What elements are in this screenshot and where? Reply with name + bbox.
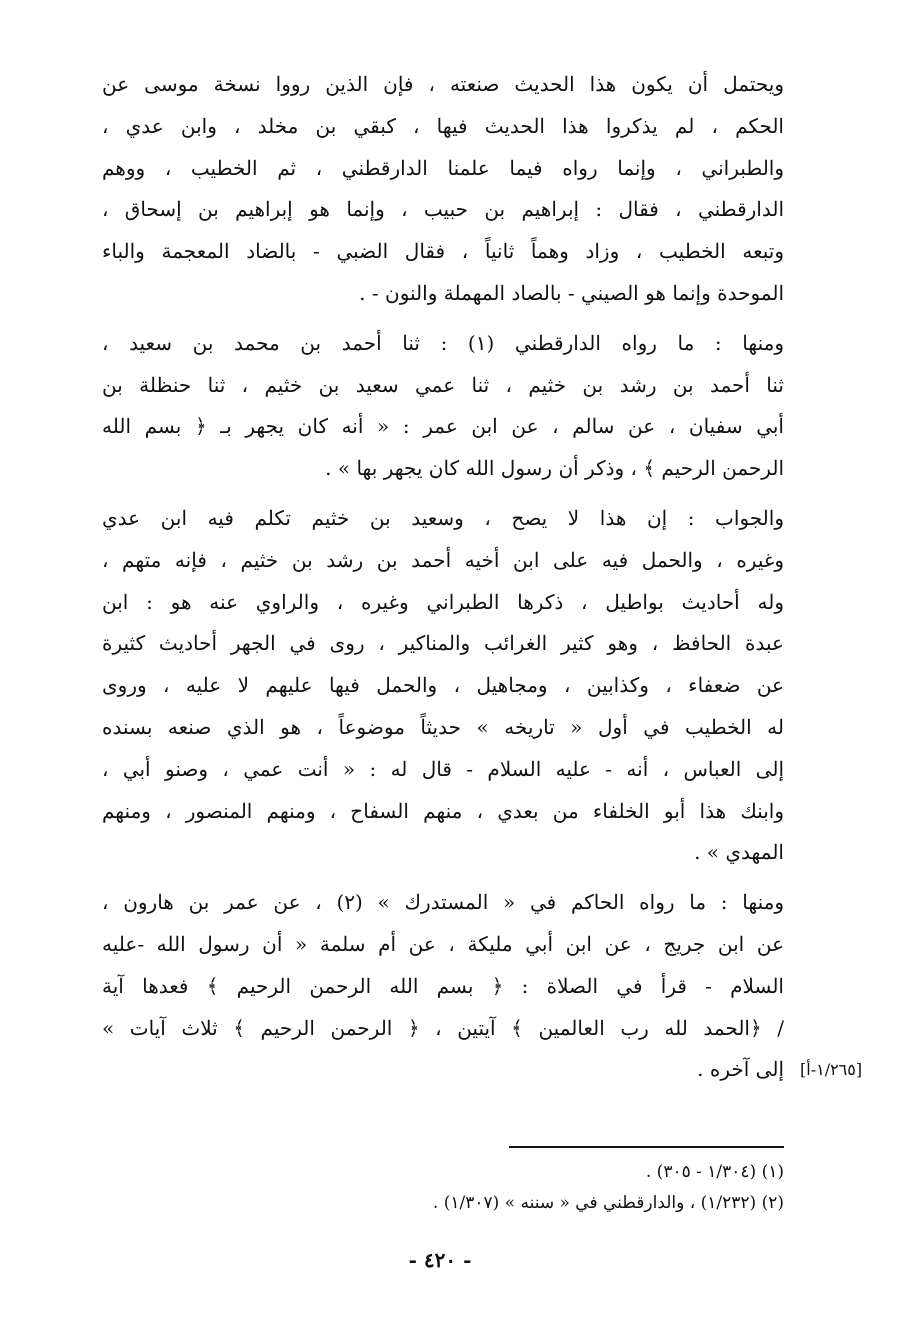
main-text bbox=[102, 64, 784, 1091]
text-line: وتبعه الخطيب ، وزاد وهماً ثانياً ، فقال الضبي - بالضاد المعجمة والباء bbox=[102, 239, 784, 264]
text-line: عبدة الحافظ ، وهو كثير الغرائب والمناكير ، روى في الجهر أحاديث كثيرة bbox=[102, 631, 784, 656]
paragraph-3 bbox=[102, 498, 784, 874]
text-line: الحكم ، لم يذكروا هذا الحديث فيها ، كبقي بن مخلد ، وابن عدي ، bbox=[102, 113, 784, 138]
text-line: وله أحاديث بواطيل ، ذكرها الطبراني وغيره ، والراوي عنه هو : ابن bbox=[102, 589, 784, 614]
text-line: الدارقطني ، فقال : إبراهيم بن حبيب ، وإنما هو إبراهيم بن إسحاق ، bbox=[102, 197, 784, 222]
text-line: إلى العباس ، أنه - عليه السلام - قال له : « أنت عمي ، وصنو أبي ، bbox=[102, 756, 784, 781]
text-line: عن ضعفاء ، وكذابين ، ومجاهيل ، والحمل فيها عليهم لا عليه ، وروى bbox=[102, 673, 784, 698]
paragraph-4 bbox=[102, 882, 784, 1091]
text-line: إلى آخره . bbox=[697, 1057, 784, 1082]
text-line: له الخطيب في أول « تاريخه » حديثاً موضوعاً ، هو الذي صنعه بسنده bbox=[102, 714, 784, 739]
text-line: الموحدة وإنما هو الصيني - بالصاد المهملة والنون - . bbox=[359, 280, 784, 305]
text-line: وابنك هذا أبو الخلفاء من بعدي ، منهم السفاح ، ومنهم المنصور ، ومنهم bbox=[102, 798, 784, 823]
footnotes bbox=[102, 1157, 784, 1219]
footnote-2: (٢) (١/٢٣٢) ، والدارقطني في « سننه » (١/٣٠٧) . bbox=[432, 1193, 784, 1213]
margin-folio-note: [١/٢٦٥-أ] bbox=[800, 1060, 863, 1079]
text-line: ومنها : ما رواه الحاكم في « المستدرك » (٢) ، عن عمر بن هارون ، bbox=[102, 890, 784, 915]
text-line: أبي سفيان ، عن سالم ، عن ابن عمر : « أنه كان يجهر بـ ﴿ بسم الله bbox=[102, 414, 784, 439]
paragraph-2 bbox=[102, 323, 784, 490]
text-line: عن ابن جريج ، عن ابن أبي مليكة ، عن أم سلمة « أن رسول الله -عليه bbox=[102, 931, 784, 956]
page-number: - ٤٢٠ - bbox=[408, 1248, 472, 1272]
text-line: ويحتمل أن يكون هذا الحديث صنعته ، فإن الذين رووا نسخة موسى عن bbox=[102, 72, 784, 96]
text-line: / ﴿الحمد لله رب العالمين ﴾ آيتين ، ﴿ الرحمن الرحيم ﴾ ثلاث آيات » bbox=[102, 1015, 784, 1040]
footnote-1: (١) (١/٣٠٤ - ٣٠٥) . bbox=[645, 1162, 784, 1182]
text-line: والجواب : إن هذا لا يصح ، وسعيد بن خثيم تكلم فيه ابن عدي bbox=[102, 505, 784, 530]
text-line: ثنا أحمد بن رشد بن خثيم ، ثنا عمي سعيد بن خثيم ، ثنا حنظلة بن bbox=[102, 372, 784, 397]
text-line: والطبراني ، وإنما رواه فيما علمنا الدارقطني ، ثم الخطيب ، ووهم bbox=[102, 155, 784, 180]
text-line: السلام - قرأ في الصلاة : ﴿ بسم الله الرحمن الرحيم ﴾ فعدها آية bbox=[102, 973, 784, 998]
footnote-divider bbox=[509, 1146, 784, 1148]
text-line: المهدي » . bbox=[694, 840, 784, 865]
text-line: الرحمن الرحيم ﴾ ، وذكر أن رسول الله كان يجهر بها » . bbox=[325, 456, 784, 481]
text-line: ومنها : ما رواه الدارقطني (١) : ثنا أحمد بن محمد بن سعيد ، bbox=[102, 330, 784, 355]
text-line: وغيره ، والحمل فيه على ابن أخيه أحمد بن رشد بن خثيم ، فإنه متهم ، bbox=[102, 547, 784, 572]
paragraph-1 bbox=[102, 64, 784, 315]
